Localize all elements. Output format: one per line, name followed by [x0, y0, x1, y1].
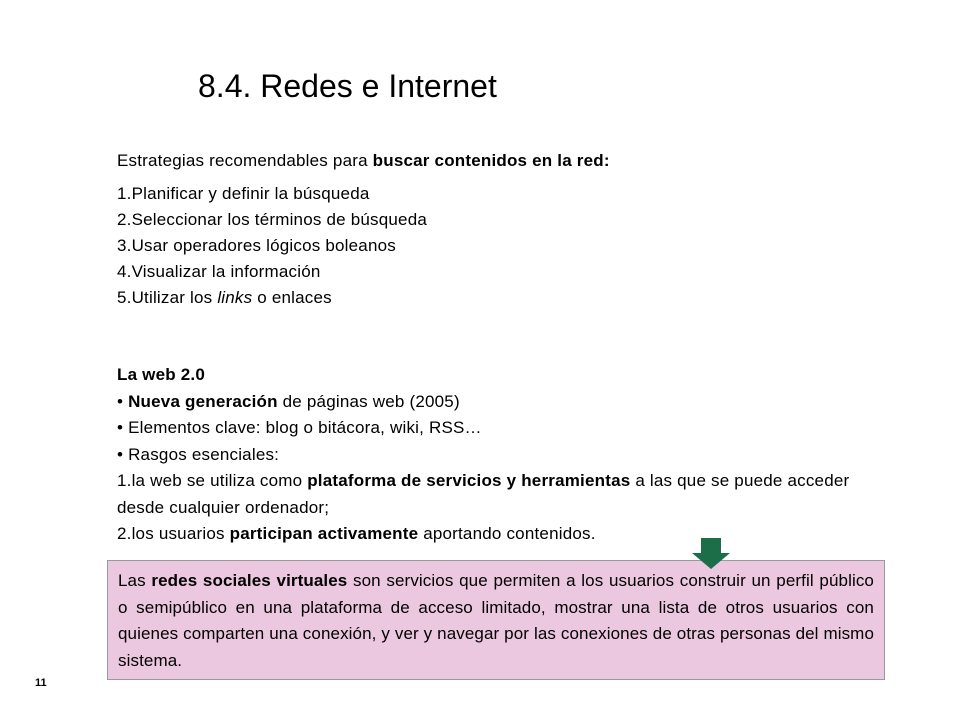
web20-bullet-1-bold: Nueva generación [128, 391, 278, 411]
strategy-item: 1.Planificar y definir la búsqueda [117, 184, 370, 203]
strategy-item-5-italic: links [217, 288, 253, 307]
strategies-list [117, 181, 885, 311]
strategies-intro-bold: buscar contenidos en la red: [372, 151, 610, 170]
social-networks-definition: Las redes sociales virtuales son servicios que permiten a los usuarios construir un perfil público o semipúblico en una plataforma de acceso limitado, mostrar una lista de otros usuarios con quienes comparten una conexión, y ver y navegar por las conexiones de otras personas del mismo sistema. [118, 571, 874, 670]
web20-bullet [117, 415, 885, 442]
web20-bullet-3: Rasgos esenciales: [128, 444, 280, 464]
strategy-item-5-pre: 5.Utilizar los [117, 288, 218, 307]
strategy-item: 3.Usar operadores lógicos boleanos [117, 236, 396, 255]
web20-heading: La web 2.0 [117, 365, 205, 384]
strategy-item: 2.Seleccionar los términos de búsqueda [117, 210, 428, 229]
bullet-icon: • [117, 418, 129, 437]
web20-bullet [117, 389, 885, 416]
social-networks-term: redes sociales virtuales [151, 571, 348, 590]
web20-bullet-2: Elementos clave: blog o bitácora, wiki, RSS… [128, 418, 482, 437]
bullet-icon: • [117, 391, 129, 411]
strategies-intro-text: Estrategias recomendables para [117, 151, 373, 170]
web20-trait-2: 2.los usuarios participan activamente aportando contenidos. [117, 524, 596, 543]
down-arrow-icon [691, 538, 731, 570]
web20-bullet-1-rest: de páginas web (2005) [277, 391, 460, 411]
page-number: 11 [35, 677, 47, 689]
slide-title: 8.4. Redes e Internet [198, 68, 497, 104]
web20-bullet [117, 442, 885, 469]
web20-section [117, 362, 885, 548]
web20-trait-1: 1.la web se utiliza como plataforma de servicios y herramientas a las que se puede acceder desde cualquier ordenador; [117, 471, 850, 517]
strategy-item-5-post: o enlaces [252, 288, 332, 307]
social-networks-definition-box [107, 560, 885, 680]
strategy-item [117, 285, 885, 311]
strategy-item: 4.Visualizar la información [117, 262, 321, 281]
bullet-icon: • [117, 444, 129, 464]
strategies-intro [117, 148, 885, 174]
